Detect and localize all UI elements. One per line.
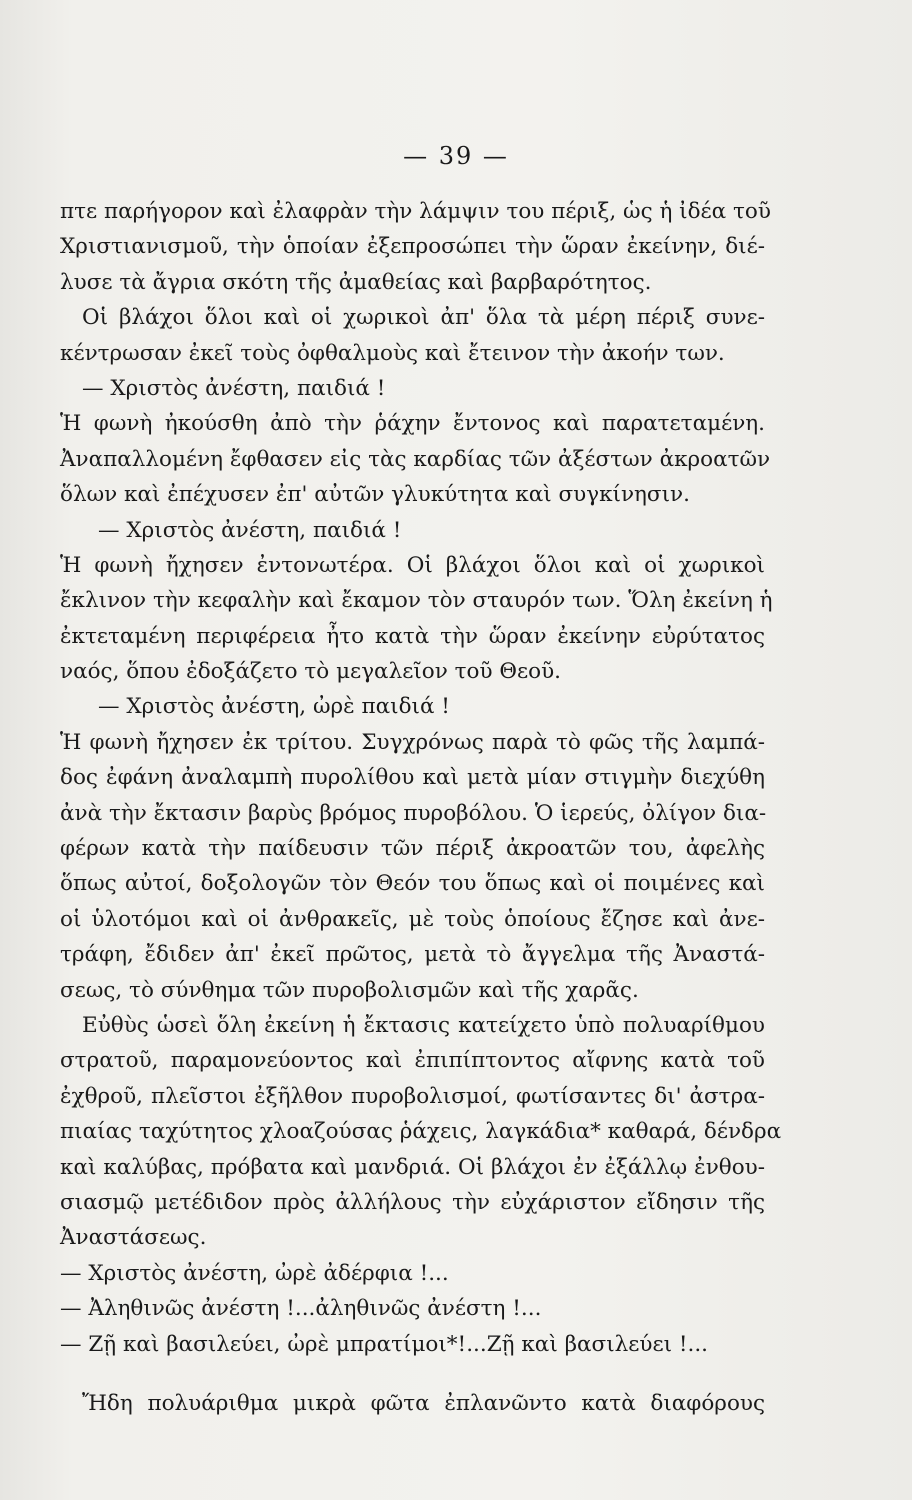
text-line: σιασμῷ μετέδιδον πρὸς ἀλλήλους τὴν εὐχάριστον εἴδησιν τῆς: [60, 1189, 765, 1215]
text-line: Ἡ φωνὴ ἠκούσθη ἀπὸ τὴν ῥάχην ἔντονος καὶ παρατεταμένη.: [60, 411, 765, 437]
text-line: Εὐθὺς ὡσεὶ ὅλη ἐκείνη ἡ ἔκτασις κατείχετο ὑπὸ πολυαρίθμου: [82, 1012, 765, 1038]
text-line: ἐκτεταμένη περιφέρεια ἦτο κατὰ τὴν ὥραν ἐκείνην εὐρύτατος: [60, 623, 765, 649]
text-line: τράφη, ἔδιδεν ἀπ' ἐκεῖ πρῶτος, μετὰ τὸ ἄγγελμα τῆς Ἀναστά-: [60, 942, 765, 968]
text-line: — Χριστὸς ἀνέστη, ὠρὲ παιδιά !: [98, 694, 450, 720]
text-line: — Χριστὸς ἀνέστη, παιδιά !: [98, 517, 402, 543]
text-line: δος ἐφάνη ἀναλαμπὴ πυρολίθου καὶ μετὰ μίαν στιγμὴν διεχύθη: [60, 765, 765, 791]
text-line: ὅπως αὐτοί, δοξολογῶν τὸν Θεόν του ὅπως καὶ οἱ ποιμένες καὶ: [60, 871, 765, 897]
text-line: ἔκλινον τὴν κεφαλὴν καὶ ἔκαμον τὸν σταυρόν των. Ὅλη ἐκείνη ἡ: [60, 588, 773, 614]
text-line: λυσε τὰ ἄγρια σκότη τῆς ἀμαθείας καὶ βαρβαρότητος.: [60, 269, 652, 295]
text-line: στρατοῦ, παραμονεύοντος καὶ ἐπιπίπτοντος αἴφνης κατὰ τοῦ: [60, 1048, 765, 1074]
text-line: ὅλων καὶ ἐπέχυσεν ἐπ' αὐτῶν γλυκύτητα καὶ συγκίνησιν.: [60, 482, 690, 508]
text-line: Ἤδη πολυάριθμα μικρὰ φῶτα ἐπλανῶντο κατὰ διαφόρους: [82, 1390, 765, 1416]
text-line: Ἡ φωνὴ ἤχησεν ἐκ τρίτου. Συγχρόνως παρὰ τὸ φῶς τῆς λαμπά-: [60, 729, 765, 755]
text-line: πτε παρήγορον καὶ ἐλαφρὰν τὴν λάμψιν του πέριξ, ὡς ἡ ἰδέα τοῦ: [60, 199, 771, 224]
text-line: — Ζῇ καὶ βασιλεύει, ὠρὲ μπρατίμοι*!...Ζῇ καὶ βασιλεύει !...: [60, 1331, 709, 1357]
text-line: κέντρωσαν ἐκεῖ τοὺς ὀφθαλμοὺς καὶ ἔτεινον τὴν ἀκοήν των.: [60, 340, 725, 366]
text-line: — Χριστὸς ἀνέστη, ὠρὲ ἀδέρφια !...: [60, 1260, 449, 1286]
text-line: πιαίας ταχύτητος χλοαζούσας ῥάχεις, λαγκάδια* καθαρά, δένδρα: [60, 1119, 782, 1145]
body-text: [60, 194, 782, 1421]
text-line: σεως, τὸ σύνθημα τῶν πυροβολισμῶν καὶ τῆς χαρᾶς.: [60, 977, 639, 1003]
text-line: Χριστιανισμοῦ, τὴν ὁποίαν ἐξεπροσώπει τὴν ὥραν ἐκείνην, διέ-: [60, 234, 765, 260]
text-line: καὶ καλύβας, πρόβατα καὶ μανδριά. Οἱ βλάχοι ἐν ἐξάλλῳ ἐνθου-: [60, 1154, 765, 1180]
text-line: Οἱ βλάχοι ὅλοι καὶ οἱ χωρικοὶ ἀπ' ὅλα τὰ μέρη πέριξ συνε-: [82, 305, 765, 331]
page-number: — 39 —: [403, 142, 509, 170]
text-line: ἐχθροῦ, πλεῖστοι ἐξῆλθον πυροβολισμοί, φωτίσαντες δι' ἀστρα-: [60, 1083, 765, 1109]
text-line: — Ἀληθινῶς ἀνέστη !...ἀληθινῶς ἀνέστη !...: [60, 1296, 542, 1322]
text-line: ναός, ὅπου ἐδοξάζετο τὸ μεγαλεῖον τοῦ Θεοῦ.: [60, 659, 561, 685]
text-line: φέρων κατὰ τὴν παίδευσιν τῶν πέριξ ἀκροατῶν του, ἀφελὴς: [60, 836, 765, 862]
text-line: Ἡ φωνὴ ἤχησεν ἐντονωτέρα. Οἱ βλάχοι ὅλοι καὶ οἱ χωρικοὶ: [60, 552, 765, 578]
text-line: Ἀναστάσεως.: [60, 1225, 207, 1251]
text-line: οἱ ὑλοτόμοι καὶ οἱ ἀνθρακεῖς, μὲ τοὺς ὁποίους ἔζησε καὶ ἀνε-: [60, 906, 765, 932]
text-line: Ἀναπαλλομένη ἔφθασεν εἰς τὰς καρδίας τῶν ἀξέστων ἀκροατῶν: [60, 446, 771, 472]
text-line: — Χριστὸς ἀνέστη, παιδιά !: [82, 375, 386, 401]
line-gap: [60, 1362, 765, 1386]
text-line: ἀνὰ τὴν ἔκτασιν βαρὺς βρόμος πυροβόλου. Ὁ ἱερεύς, ὀλίγον δια-: [60, 800, 767, 826]
